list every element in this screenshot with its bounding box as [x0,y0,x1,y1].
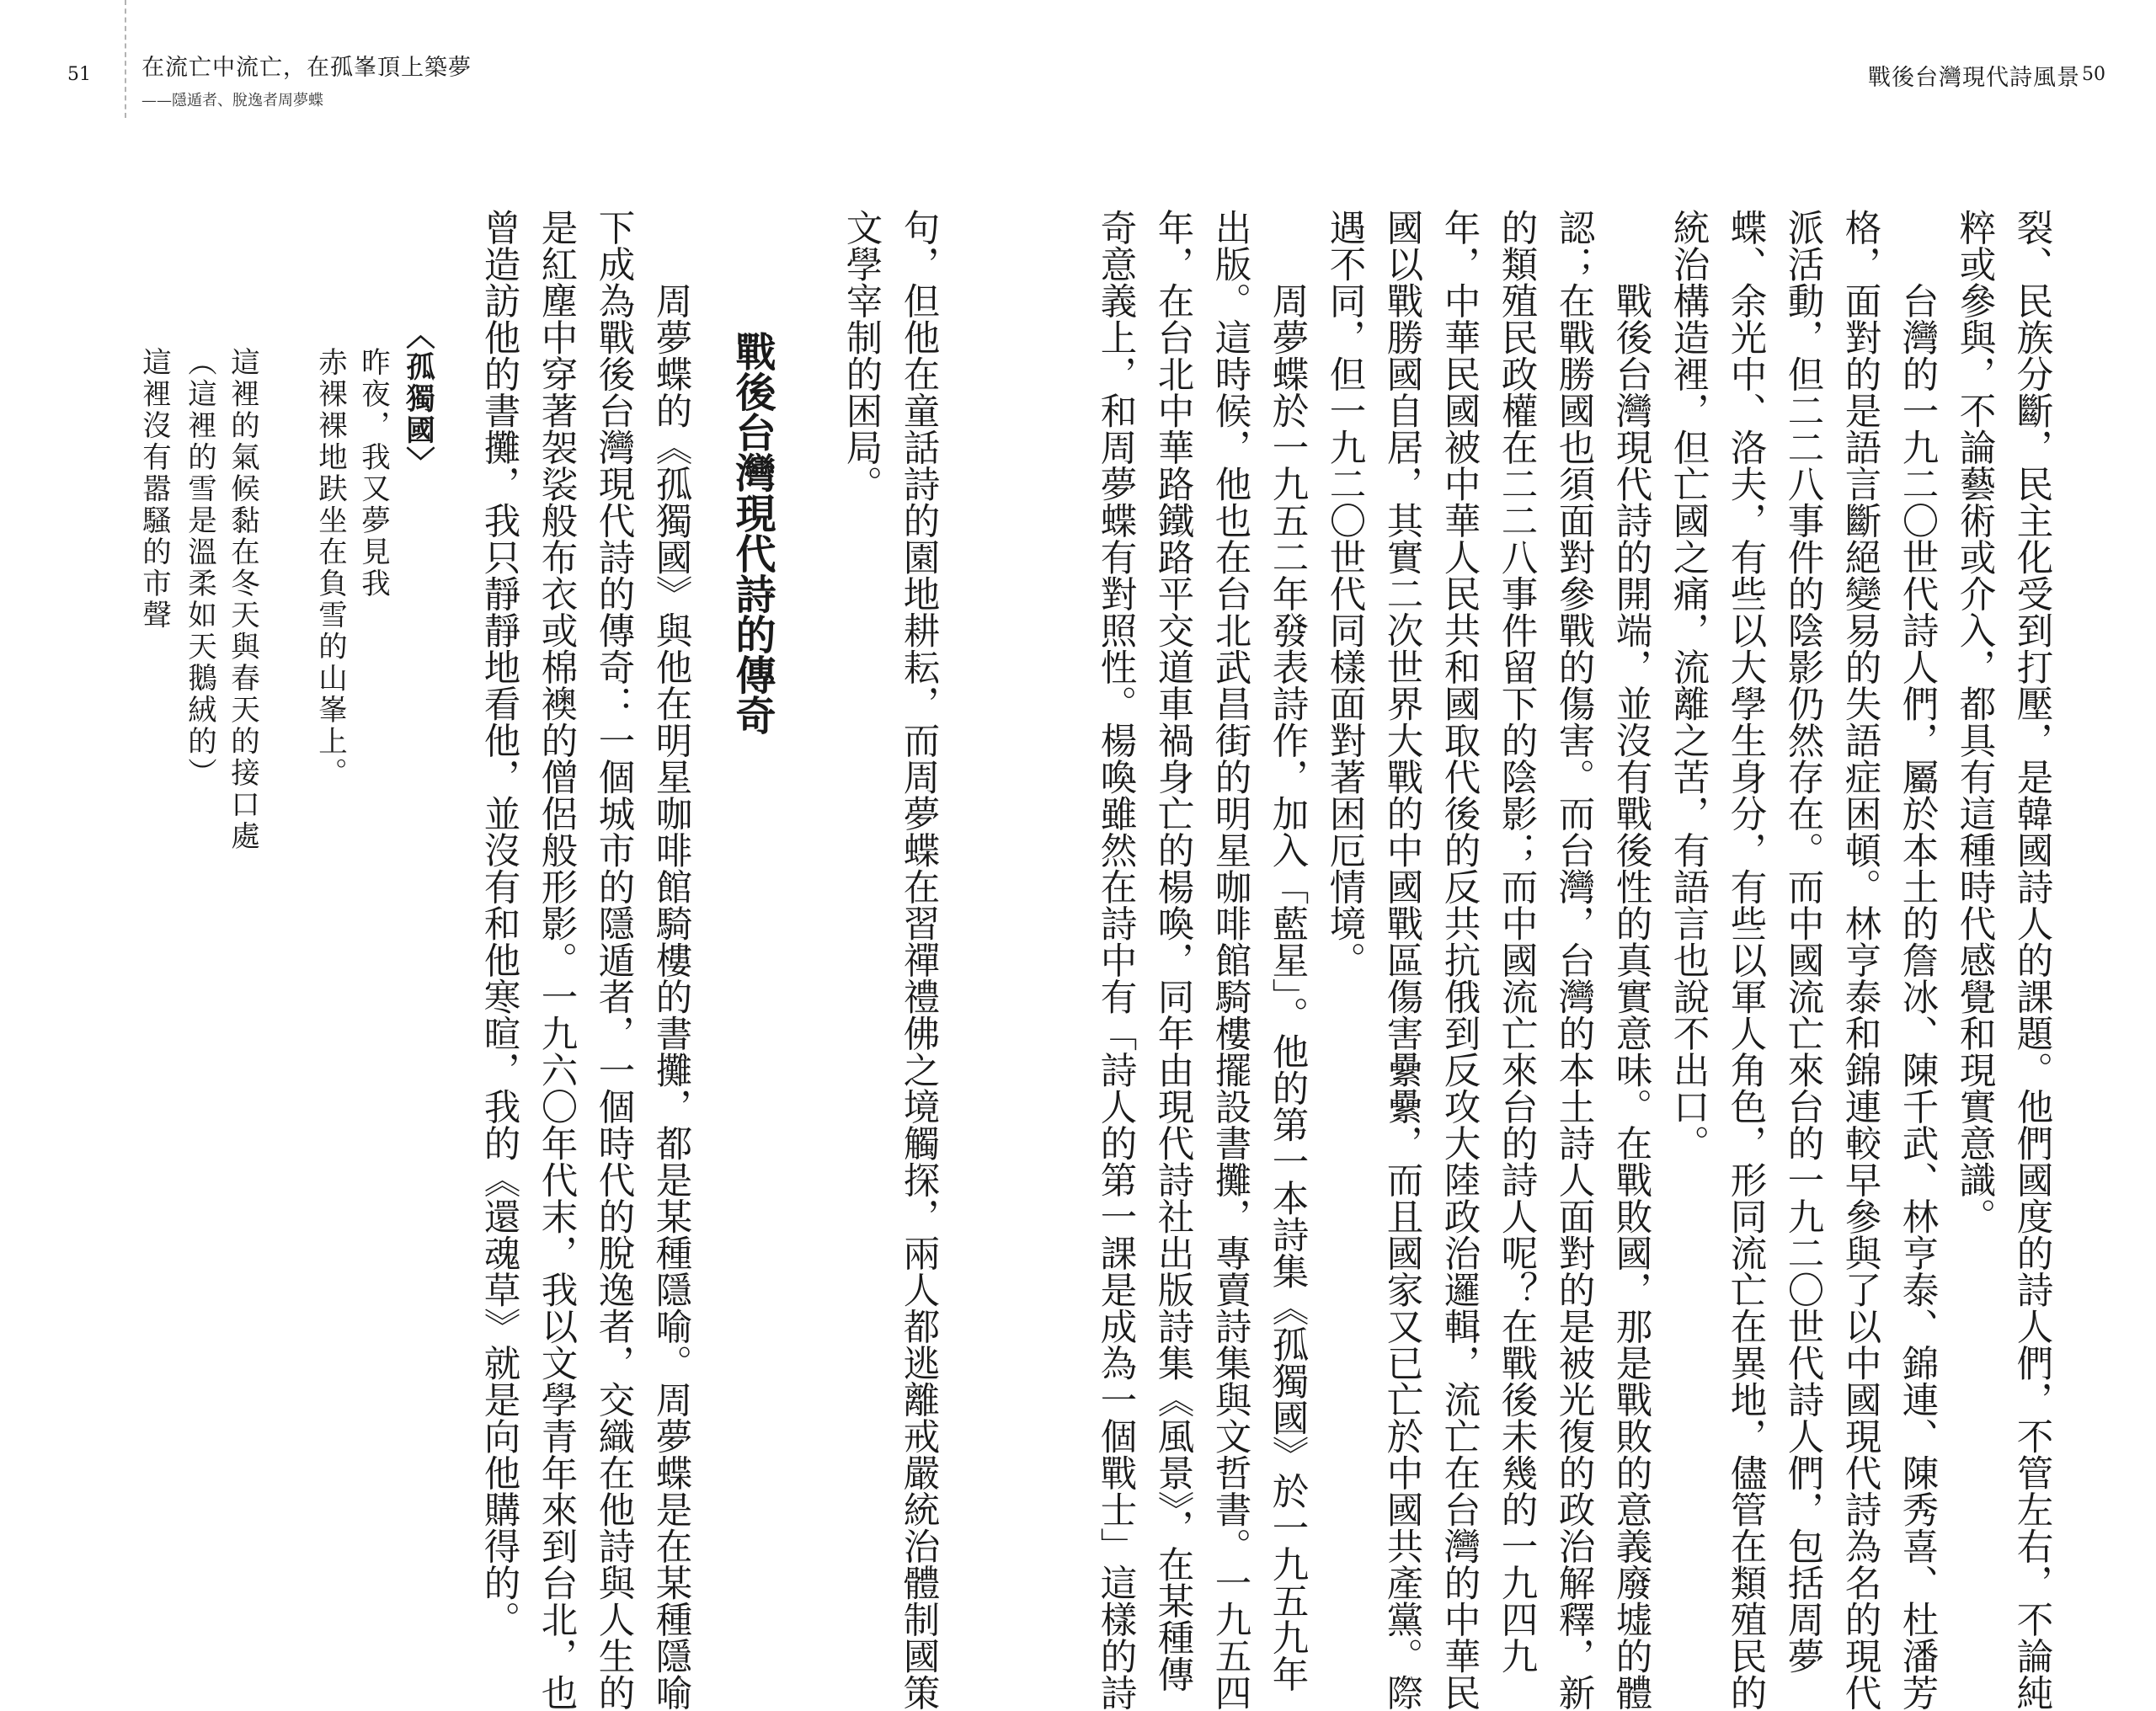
text-column: 格，面對的是語言斷絕變易的失語症困頓。林亨泰和錦連較早參與了以中國現代詩為名的現代 [1838,209,1881,1711]
text-column: 的類殖民政權在二二八事件留下的陰影；而中國流亡來台的詩人呢？在戰後未幾的一九四九 [1495,209,1538,1674]
text-column: 國以戰勝國自居，其實二次世界大戰的中國戰區傷害纍纍，而且國家又已亡於中國共產黨。際 [1380,209,1423,1711]
chapter-subtitle: ——隱遁者、脫逸者周夢蝶 [141,92,323,109]
text-column: 文學宰制的困局。 [840,209,883,502]
section-heading: 戰後台灣現代詩的傳奇 [728,331,776,735]
right-running-header: 戰後台灣現代詩風景 [1868,65,2080,91]
text-column: 下成為戰後台灣現代詩的傳奇：一個城市的隱遁者，一個時代的脫逸者，交織在他詩與人生的 [592,209,635,1711]
text-column: 認；在戰勝國也須面對參戰的傷害。而台灣，台灣的本土詩人面對的是被光復的政治解釋，新 [1552,209,1595,1711]
poem-line: 這裡的氣候黏在冬天與春天的接口處 [225,347,259,852]
text-column: 粹或參與，不論藝術或介入，都具有這種時代感覺和現實意識。 [1953,209,1996,1234]
text-column: 周夢蝶於一九五二年發表詩作，加入「藍星」。他的第一本詩集《孤獨國》於一九五九年 [1266,282,1309,1692]
left-page-number: 51 [67,64,91,85]
text-column: 奇意義上，和周夢蝶有對照性。楊喚雖然在詩中有「詩人的第一課是成為一個戰士」這樣的詩 [1094,209,1137,1711]
text-column: 曾造訪他的書攤，我只靜靜地看他，並沒有和他寒暄，我的《還魂草》就是向他購得的。 [478,209,520,1638]
text-column: 派活動，但二二八事件的陰影仍然存在。而中國流亡來台的一九二〇世代詩人們，包括周夢 [1781,209,1824,1674]
text-column: 裂、民族分斷，民主化受到打壓，是韓國詩人的課題。他們國度的詩人們，不管左右，不論純 [2010,209,2053,1711]
left-running-header [141,49,472,110]
poem-line: 昨夜，我又夢見我 [355,347,390,600]
header-divider [125,0,126,118]
right-page-number: 50 [2082,64,2105,85]
poem-line: 這裡沒有嚣騷的市聲 [136,347,171,632]
text-column: 周夢蝶的《孤獨國》與他在明星咖啡館騎樓的書攤，都是某種隱喻。周夢蝶是在某種隱喻 [649,282,692,1711]
poem-line: （這裡的雪是溫柔如天鵝絨的） [182,347,216,789]
text-column: 蝶、余光中、洛夫，有些以大學生身分，有些以軍人角色，形同流亡在異地，儘管在類殖民的 [1724,209,1767,1711]
text-column: 年，中華民國被中華人民共和國取代後的反共抗俄到反攻大陸政治邏輯，流亡在台灣的中華民 [1438,209,1481,1711]
text-column: 年，在台北中華路鐵路平交道車禍身亡的楊喚，同年由現代詩社出版詩集《風景》，在某種傳 [1151,209,1194,1692]
text-column: 統治構造裡，但亡國之痛，流離之苦，有語言也說不出口。 [1667,209,1710,1161]
text-column: 是紅塵中穿著袈裟般布衣或棉襖的僧侶般形影。一九六〇年代末，我以文學青年來到台北，也 [535,209,578,1711]
text-column: 句，但他在童話詩的園地耕耘，而周夢蝶在習禪禮佛之境觸探，兩人都逃離戒嚴統治體制國策 [897,209,940,1711]
poem-line: 赤裸裸地趺坐在負雪的山峯上。 [312,347,347,789]
text-column: 台灣的一九二〇世代詩人們，屬於本土的詹冰、陳千武、林亨泰、錦連、陳秀喜、杜潘芳 [1896,282,1939,1711]
chapter-title: 在流亡中流亡，在孤峯頂上築夢 [141,55,472,81]
text-column: 出版。這時候，他也在台北武昌街的明星咖啡館騎樓擺設書攤，專賣詩集與文哲書。一九五四 [1209,209,1251,1711]
text-column: 戰後台灣現代詩的開端，並沒有戰後性的真實意味。在戰敗國，那是戰敗的意義廢墟的體 [1609,282,1652,1711]
poem-title: 〈孤獨國〉 [400,320,435,478]
text-column: 遇不同，但一九二〇世代同樣面對著困厄情境。 [1323,209,1366,978]
